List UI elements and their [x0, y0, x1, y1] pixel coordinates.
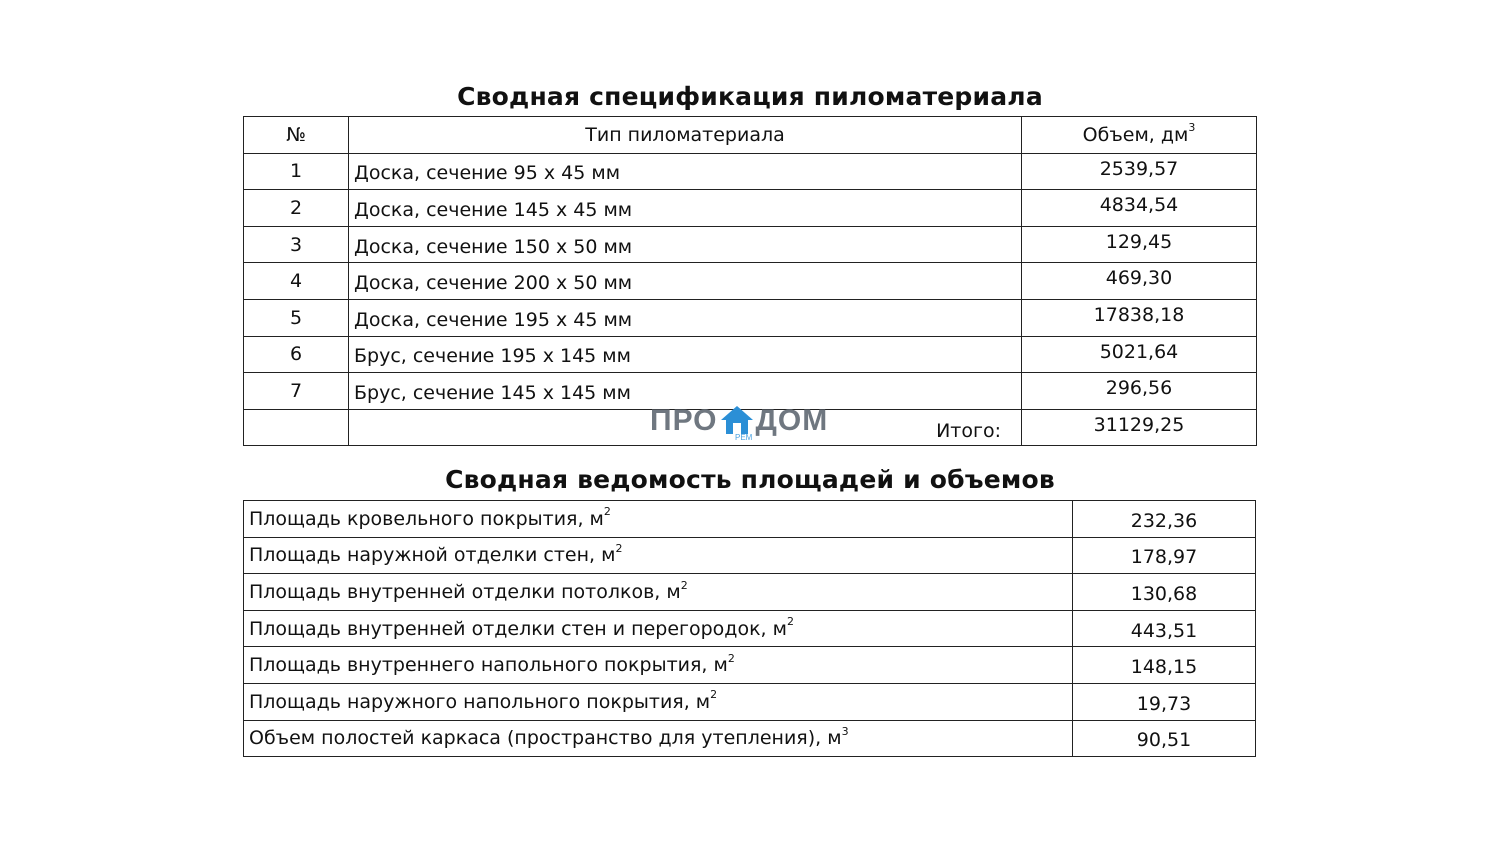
row-label: Объем полостей каркаса (пространство для утепления), $м^3$ [244, 720, 1073, 757]
row-label: Площадь наружной отделки стен, $м^2$ [244, 537, 1073, 574]
areas-volumes-table [243, 500, 1256, 757]
row-volume: 129,45 [1022, 226, 1257, 263]
row-num: 3 [244, 226, 349, 263]
logo-text-right: ДОМ [755, 404, 829, 437]
row-label: Площадь внутренней отделки стен и перегородок, $м^2$ [244, 610, 1073, 647]
row-value: 90,51 [1073, 720, 1256, 757]
row-label: Площадь кровельного покрытия, $м^2$ [244, 501, 1073, 538]
lumber-spec-table [243, 116, 1257, 446]
header-volume: Объем, $дм^3$ [1022, 117, 1257, 154]
row-label: Площадь внутренней отделки потолков, $м^2$ [244, 574, 1073, 611]
row-value: 443,51 [1073, 610, 1256, 647]
row-num: 4 [244, 263, 349, 300]
row-num: 7 [244, 373, 349, 410]
total-value: 31129,25 [1022, 409, 1257, 446]
row-type: Доска, сечение 195 х 45 мм [349, 299, 1022, 336]
row-label: Площадь внутреннего напольного покрытия, $м^2$ [244, 647, 1073, 684]
table-header-row [244, 117, 1257, 154]
row-value: 178,97 [1073, 537, 1256, 574]
row-value: 148,15 [1073, 647, 1256, 684]
logo-text-left: ПРО [650, 404, 718, 437]
row-type: Доска, сечение 95 х 45 мм [349, 153, 1022, 190]
row-volume: 17838,18 [1022, 299, 1257, 336]
row-type: Брус, сечение 195 х 145 мм [349, 336, 1022, 373]
table-row [244, 610, 1256, 647]
row-value: 232,36 [1073, 501, 1256, 538]
row-num: 2 [244, 190, 349, 227]
table-row [244, 336, 1257, 373]
table-row [244, 299, 1257, 336]
row-volume: 296,56 [1022, 373, 1257, 410]
row-volume: 469,30 [1022, 263, 1257, 300]
row-num: 5 [244, 299, 349, 336]
header-num: № [244, 117, 349, 154]
header-type: Тип пиломатериала [349, 117, 1022, 154]
row-type: Доска, сечение 145 х 45 мм [349, 190, 1022, 227]
logo-small-text: РЕМ [735, 433, 753, 442]
row-type: Доска, сечение 150 х 50 мм [349, 226, 1022, 263]
table-row [244, 720, 1256, 757]
table-row [244, 501, 1256, 538]
total-label: Итого: [349, 409, 1022, 446]
row-volume: 4834,54 [1022, 190, 1257, 227]
areas-title: Сводная ведомость площадей и объемов [445, 465, 1055, 494]
row-num: 6 [244, 336, 349, 373]
table-row [244, 226, 1257, 263]
table-row [244, 263, 1257, 300]
row-num: 1 [244, 153, 349, 190]
table-row [244, 153, 1257, 190]
table-row [244, 683, 1256, 720]
table-row [244, 537, 1256, 574]
table-row [244, 647, 1256, 684]
table-row [244, 574, 1256, 611]
row-value: 19,73 [1073, 683, 1256, 720]
row-volume: 2539,57 [1022, 153, 1257, 190]
total-empty-cell [244, 409, 349, 446]
lumber-spec-title: Сводная спецификация пиломатериала [457, 82, 1043, 111]
table-row [244, 190, 1257, 227]
row-value: 130,68 [1073, 574, 1256, 611]
row-type: Доска, сечение 200 х 50 мм [349, 263, 1022, 300]
row-volume: 5021,64 [1022, 336, 1257, 373]
row-label: Площадь наружного напольного покрытия, $м^2$ [244, 683, 1073, 720]
row-type: Брус, сечение 145 х 145 мм [349, 373, 1022, 410]
